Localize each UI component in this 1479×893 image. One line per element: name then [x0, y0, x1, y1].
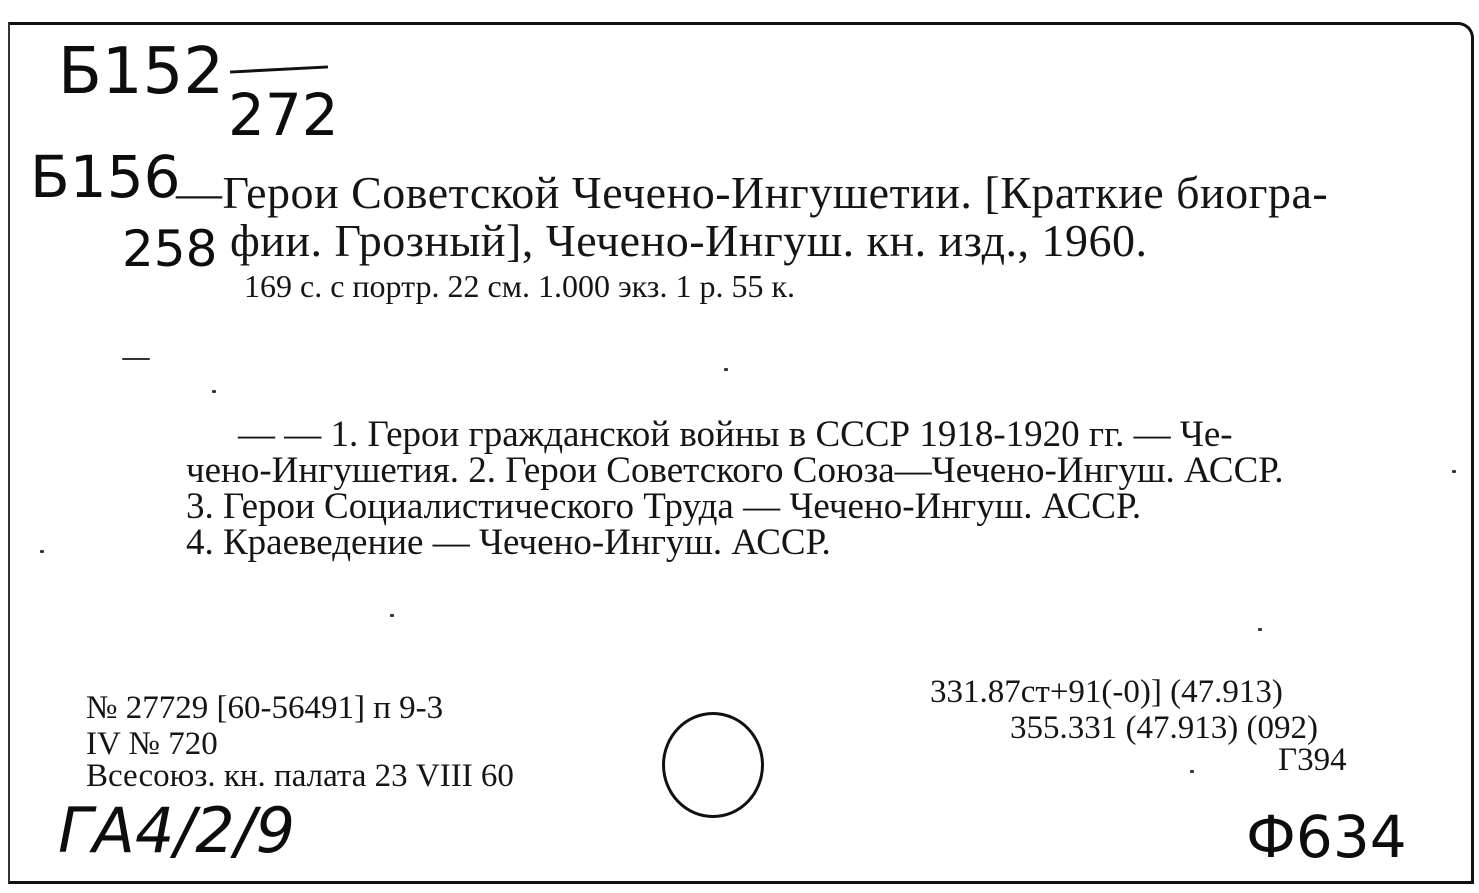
- scan-speck: [1452, 470, 1456, 473]
- circle-stamp: [662, 712, 764, 818]
- scan-speck: [40, 550, 44, 553]
- handwritten-index-1: Б156: [30, 143, 181, 211]
- scan-speck: [122, 358, 150, 360]
- handwritten-bottom-left: ГА4/2/9: [58, 794, 296, 867]
- scan-speck: [724, 368, 728, 371]
- subject-line-2: чено-Ингушетия. 2. Герои Советского Союза—Чечено-Ингуш. АССР.: [186, 450, 1284, 491]
- handwritten-index-2: 258: [122, 220, 218, 278]
- title-line-1: —Герои Советской Чечено-Ингушетии. [Краткие биогра-: [176, 167, 1329, 218]
- scan-speck: [1190, 770, 1194, 773]
- classification-author-mark: Г394: [1278, 742, 1347, 778]
- handwritten-shelfmark-sub: 272: [228, 81, 339, 149]
- title-line-2: фии. Грозный], Чечено-Ингуш. кн. изд., 1960.: [230, 215, 1148, 266]
- scan-speck: [390, 614, 394, 617]
- collation-line: 169 с. с портр. 22 см. 1.000 экз. 1 р. 55 к.: [244, 268, 795, 304]
- subject-line-4: 4. Краеведение — Чечено-Ингуш. АССР.: [186, 522, 831, 563]
- footer-chamber-date: Всесоюз. кн. палата 23 VIII 60: [86, 758, 514, 794]
- classification-2: 355.331 (47.913) (092): [1010, 710, 1318, 746]
- handwritten-bottom-right: Ф634: [1246, 803, 1407, 871]
- scan-speck: [1258, 628, 1262, 631]
- subject-line-1: — — 1. Герои гражданской войны в СССР 1918-1920 гг. — Че-: [238, 414, 1233, 455]
- footer-record-number: № 27729 [60-56491] п 9-3: [86, 690, 444, 726]
- handwritten-shelfmark: Б152: [58, 35, 225, 109]
- footer-series-number: IV № 720: [86, 726, 218, 762]
- scan-speck: [212, 390, 216, 393]
- subject-line-3: 3. Герои Социалистического Труда — Чечено-Ингуш. АССР.: [186, 486, 1142, 527]
- classification-1: 331.87ст+91(-0)] (47.913): [930, 674, 1283, 710]
